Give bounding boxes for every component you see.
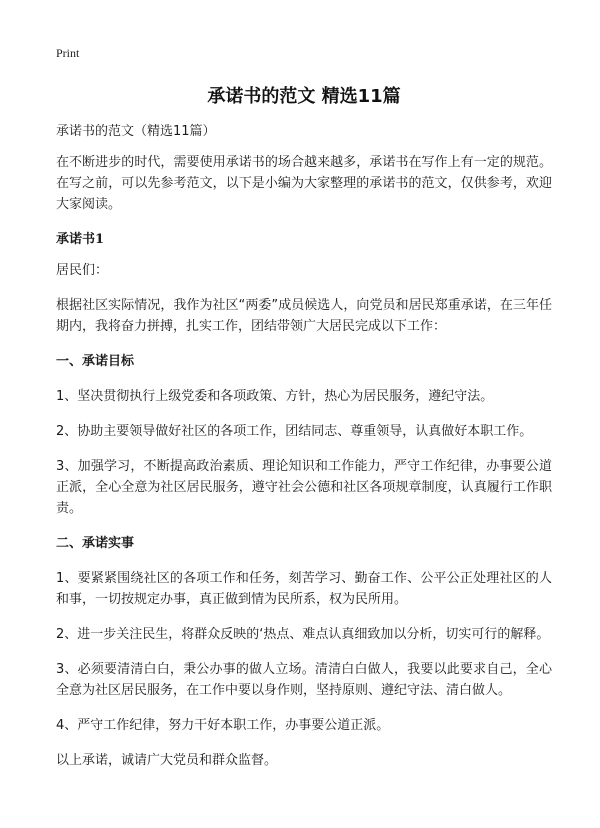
part1-item: 2、协助主要领导做好社区的各项工作，团结同志、尊重领导，认真做好本职工作。 (56, 424, 533, 439)
intro-paragraph: 在不断进步的时代，需要使用承诺书的场合越来越多，承诺书在写作上有一定的规范。在写之前，可以先参考范文，以下是小编为大家整理的承诺书的范文，仅供参考，欢迎大家阅读。 (56, 155, 552, 212)
part2-item: 1、要紧紧围绕社区的各项工作和任务，刻苦学习、勤奋工作、公平公正处理社区的人和事，一切按规定办事，真正做到情为民所系，权为民所用。 (56, 571, 552, 607)
document-title: 承诺书的范文 精选11篇 (207, 86, 401, 107)
part2-item: 3、必须要清清白白，秉公办事的做人立场。清清白白做人，我要以此要求自己，全心全意为社区居民服务，在工作中要以身作则，坚持原则、遵纪守法、清白做人。 (56, 662, 552, 698)
part1-item: 3、加强学习，不断提高政治素质、理论知识和工作能力，严守工作纪律，办事要公道正派，全心全意为社区居民服务，遵守社会公德和社区各项规章制度，认真履行工作职责。 (56, 459, 552, 516)
opening-paragraph: 根据社区实际情况，我作为社区“两委”成员候选人，向党员和居民郑重承诺，在三年任期内，我将奋力拼搏，扎实工作，团结带领广大居民完成以下工作： (56, 298, 552, 334)
part2-heading: 二、承诺实事 (56, 536, 135, 551)
part1-item: 1、坚决贯彻执行上级党委和各项政策、方针，热心为居民服务，遵纪守法。 (56, 389, 494, 404)
closing-paragraph: 以上承诺，诚请广大党员和群众监督。 (56, 753, 278, 768)
part2-item: 4、严守工作纪律，努力干好本职工作，办事要公道正派。 (56, 718, 390, 733)
print-label: Print (56, 46, 80, 60)
document-subtitle: 承诺书的范文（精选11篇） (56, 124, 216, 139)
part2-item: 2、进一步关注民生，将群众反映的‘热点、难点认真细致加以分析，切实可行的解释。 (56, 627, 550, 642)
section-title: 承诺书1 (56, 232, 105, 247)
greeting: 居民们： (56, 263, 109, 278)
part1-heading: 一、承诺目标 (56, 354, 135, 369)
